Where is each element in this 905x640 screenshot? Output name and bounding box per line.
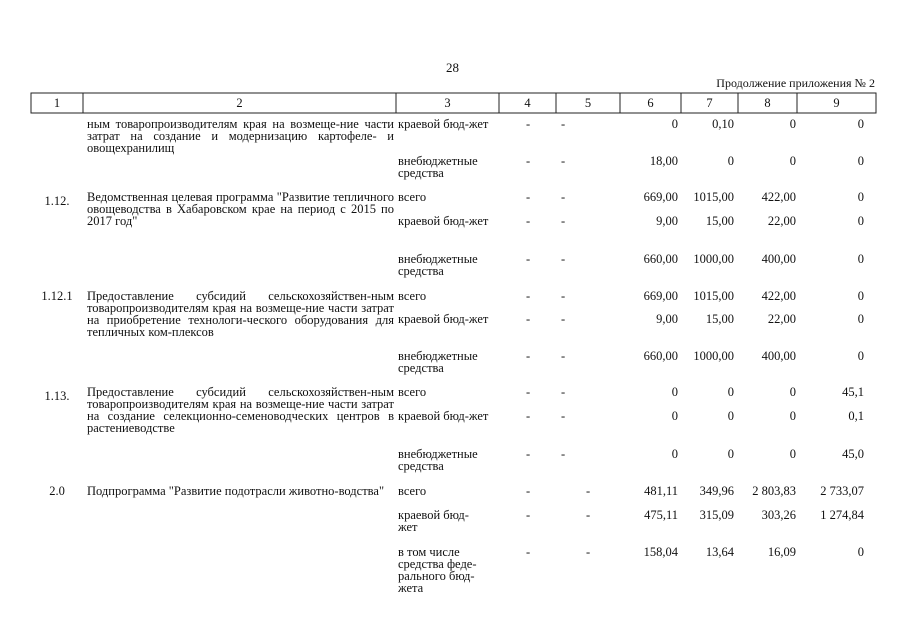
cell-col-4: - — [526, 154, 531, 168]
row-funding-source: всего — [398, 289, 427, 303]
header-col-5: 5 — [584, 96, 592, 110]
cell-col-4: - — [526, 252, 531, 266]
cell-col-9: 0 — [857, 289, 864, 303]
row-funding-source: краевой бюд-жет — [398, 409, 489, 423]
cell-col-7: 1000,00 — [693, 252, 734, 266]
header-col-8: 8 — [764, 96, 771, 110]
cell-col-4: - — [526, 289, 531, 303]
row-funding-source: внебюджетные средства — [398, 154, 478, 180]
cell-col-7: 15,00 — [705, 312, 734, 326]
cell-col-6: 0 — [671, 385, 678, 399]
header-col-2: 2 — [236, 96, 243, 110]
header-col-9: 9 — [833, 96, 840, 110]
cell-col-4: - — [526, 214, 531, 228]
cell-col-5: - — [586, 545, 591, 559]
cell-col-9: 1 274,84 — [820, 508, 864, 522]
cell-col-8: 400,00 — [761, 252, 796, 266]
cell-col-9: 0 — [857, 117, 864, 131]
header-col-7: 7 — [706, 96, 713, 110]
cell-col-8: 422,00 — [761, 289, 796, 303]
cell-col-8: 16,09 — [767, 545, 796, 559]
cell-col-6: 475,11 — [644, 508, 678, 522]
cell-col-6: 0 — [671, 117, 678, 131]
cell-col-6: 0 — [671, 447, 678, 461]
row-code: 1.12.1 — [41, 289, 73, 303]
cell-col-9: 0 — [857, 252, 864, 266]
cell-col-9: 0,1 — [848, 409, 864, 423]
cell-col-4: - — [526, 349, 531, 363]
cell-col-7: 1015,00 — [693, 190, 734, 204]
cell-col-4: - — [526, 117, 531, 131]
cell-col-9: 0 — [857, 190, 864, 204]
cell-col-7: 1015,00 — [693, 289, 734, 303]
cell-col-4: - — [526, 385, 531, 399]
row-funding-source: краевой бюд-жет — [398, 214, 489, 228]
row-description: Предоставление субсидий сельскохозяйствен-ным товаропроизводителям края на возмеще-ние части затрат на создание селекционно-семеноводческих центров в растениеводстве — [87, 385, 394, 435]
row-funding-source: в том числе средства феде-рального бюд-жета — [398, 545, 477, 595]
cell-col-5: - — [561, 252, 566, 266]
cell-col-7: 0 — [727, 409, 734, 423]
cell-col-7: 0 — [727, 447, 734, 461]
cell-col-4: - — [526, 447, 531, 461]
row-funding-source: всего — [398, 385, 427, 399]
cell-col-8: 422,00 — [761, 190, 796, 204]
cell-col-5: - — [561, 349, 566, 363]
cell-col-8: 0 — [789, 447, 796, 461]
cell-col-6: 660,00 — [643, 349, 678, 363]
cell-col-8: 0 — [789, 385, 796, 399]
cell-col-8: 22,00 — [767, 214, 796, 228]
page-number: 28 — [446, 60, 459, 75]
cell-col-7: 13,64 — [705, 545, 734, 559]
row-code: 1.13. — [44, 389, 70, 403]
cell-col-7: 1000,00 — [693, 349, 734, 363]
header-col-4: 4 — [524, 96, 531, 110]
row-description: ным товаропроизводителям края на возмеще-ние части затрат на создание и модернизацию картофеле- и овощехранилищ — [87, 117, 394, 155]
cell-col-4: - — [526, 312, 531, 326]
cell-col-4: - — [526, 484, 531, 498]
cell-col-4: - — [526, 508, 531, 522]
cell-col-7: 0,10 — [712, 117, 734, 131]
cell-col-5: - — [561, 154, 566, 168]
cell-col-5: - — [561, 409, 566, 423]
continuation-note: Продолжение приложения № 2 — [716, 76, 875, 90]
cell-col-8: 2 803,83 — [752, 484, 796, 498]
cell-col-5: - — [561, 312, 566, 326]
cell-col-8: 0 — [789, 117, 796, 131]
cell-col-8: 22,00 — [767, 312, 796, 326]
cell-col-4: - — [526, 545, 531, 559]
row-code: 1.12. — [44, 194, 70, 208]
cell-col-5: - — [586, 508, 591, 522]
cell-col-5: - — [561, 447, 566, 461]
cell-col-6: 660,00 — [643, 252, 678, 266]
cell-col-9: 0 — [857, 545, 864, 559]
row-funding-source: краевой бюд-жет — [398, 312, 489, 326]
row-description: Предоставление субсидий сельскохозяйствен-ным товаропроизводителям края на возмеще-ние части затрат на приобретение технологи-ческого оборудования для тепличных ком-плексов — [87, 289, 394, 339]
cell-col-6: 18,00 — [649, 154, 678, 168]
cell-col-7: 315,09 — [699, 508, 734, 522]
header-col-6: 6 — [647, 96, 654, 110]
row-funding-source: внебюджетные средства — [398, 447, 478, 473]
cell-col-6: 9,00 — [656, 312, 678, 326]
row-funding-source: внебюджетные средства — [398, 252, 478, 278]
header-col-1: 1 — [53, 96, 61, 110]
row-funding-source: всего — [398, 484, 427, 498]
cell-col-5: - — [561, 289, 566, 303]
row-description: Подпрограмма "Развитие подотрасли животно-водства" — [87, 484, 385, 498]
cell-col-6: 481,11 — [644, 484, 678, 498]
cell-col-9: 0 — [857, 312, 864, 326]
cell-col-9: 45,1 — [842, 385, 864, 399]
cell-col-7: 15,00 — [705, 214, 734, 228]
row-funding-source: внебюджетные средства — [398, 349, 478, 375]
cell-col-6: 669,00 — [643, 289, 678, 303]
cell-col-8: 400,00 — [761, 349, 796, 363]
cell-col-9: 45,0 — [842, 447, 864, 461]
cell-col-8: 303,26 — [761, 508, 796, 522]
cell-col-5: - — [561, 385, 566, 399]
cell-col-9: 0 — [857, 214, 864, 228]
cell-col-7: 349,96 — [699, 484, 734, 498]
cell-col-5: - — [561, 117, 566, 131]
cell-col-8: 0 — [789, 154, 796, 168]
cell-col-9: 0 — [857, 154, 864, 168]
header-col-3: 3 — [444, 96, 451, 110]
cell-col-6: 9,00 — [656, 214, 678, 228]
cell-col-9: 0 — [857, 349, 864, 363]
cell-col-6: 158,04 — [643, 545, 678, 559]
cell-col-6: 0 — [671, 409, 678, 423]
cell-col-4: - — [526, 190, 531, 204]
cell-col-4: - — [526, 409, 531, 423]
row-funding-source: краевой бюд-жет — [398, 117, 489, 131]
cell-col-9: 2 733,07 — [820, 484, 864, 498]
cell-col-5: - — [586, 484, 591, 498]
row-code: 2.0 — [49, 484, 65, 498]
cell-col-5: - — [561, 214, 566, 228]
cell-col-6: 669,00 — [643, 190, 678, 204]
cell-col-5: - — [561, 190, 566, 204]
cell-col-7: 0 — [727, 154, 734, 168]
cell-col-7: 0 — [727, 385, 734, 399]
row-funding-source: краевой бюд-жет — [398, 508, 469, 534]
row-description: Ведомственная целевая программа "Развитие тепличного овощеводства в Хабаровском крае на период с 2015 по 2017 год" — [87, 190, 394, 228]
row-funding-source: всего — [398, 190, 427, 204]
cell-col-8: 0 — [789, 409, 796, 423]
